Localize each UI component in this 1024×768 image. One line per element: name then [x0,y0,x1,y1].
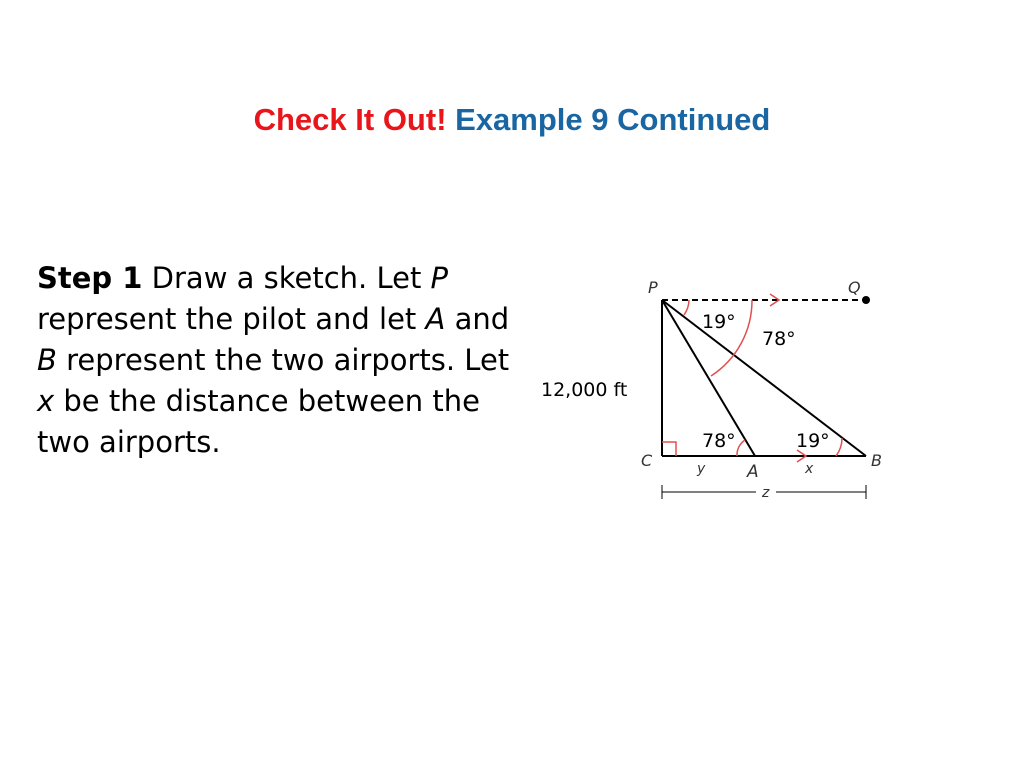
label-angle-at-b: 19° [796,430,830,452]
label-angle-top-large: 78° [762,328,796,350]
triangle-diagram [520,260,900,510]
label-point-p: P [648,278,658,297]
point-q-dot [862,296,870,304]
label-segment-y: y [697,461,706,477]
label-segment-x: x [805,461,814,477]
step-var-b: B [37,343,57,377]
label-height: 12,000 ft [541,379,628,401]
label-point-q: Q [848,278,861,297]
arc-at-a [737,440,745,456]
step-text [37,258,512,463]
label-point-b: B [871,451,882,470]
step-var-a: A [425,302,446,336]
slide-title [0,100,1024,140]
arc-small-at-p [684,300,689,315]
title-example: Example 9 Continued [455,102,771,137]
label-angle-top-small: 19° [702,311,736,333]
step-seg-2: represent the pilot and let [37,302,426,336]
right-angle-marker [662,442,676,456]
step-seg-4: and [445,302,510,336]
step-var-x: x [37,384,55,418]
label-point-a: A [747,462,759,482]
arc-at-b [836,438,842,456]
title-check-it-out: Check It Out! [253,102,447,137]
step-seg-8: be the distance between the two airports. [37,384,480,459]
label-angle-at-a: 78° [702,430,736,452]
step-label: Step 1 [37,261,143,295]
label-point-c: C [641,451,653,470]
step-seg-6: represent the two airports. Let [56,343,510,377]
label-segment-z: z [762,485,770,501]
line-pb [662,300,866,456]
step-seg-0: Draw a sketch. Let [142,261,431,295]
step-var-p: P [430,261,449,295]
